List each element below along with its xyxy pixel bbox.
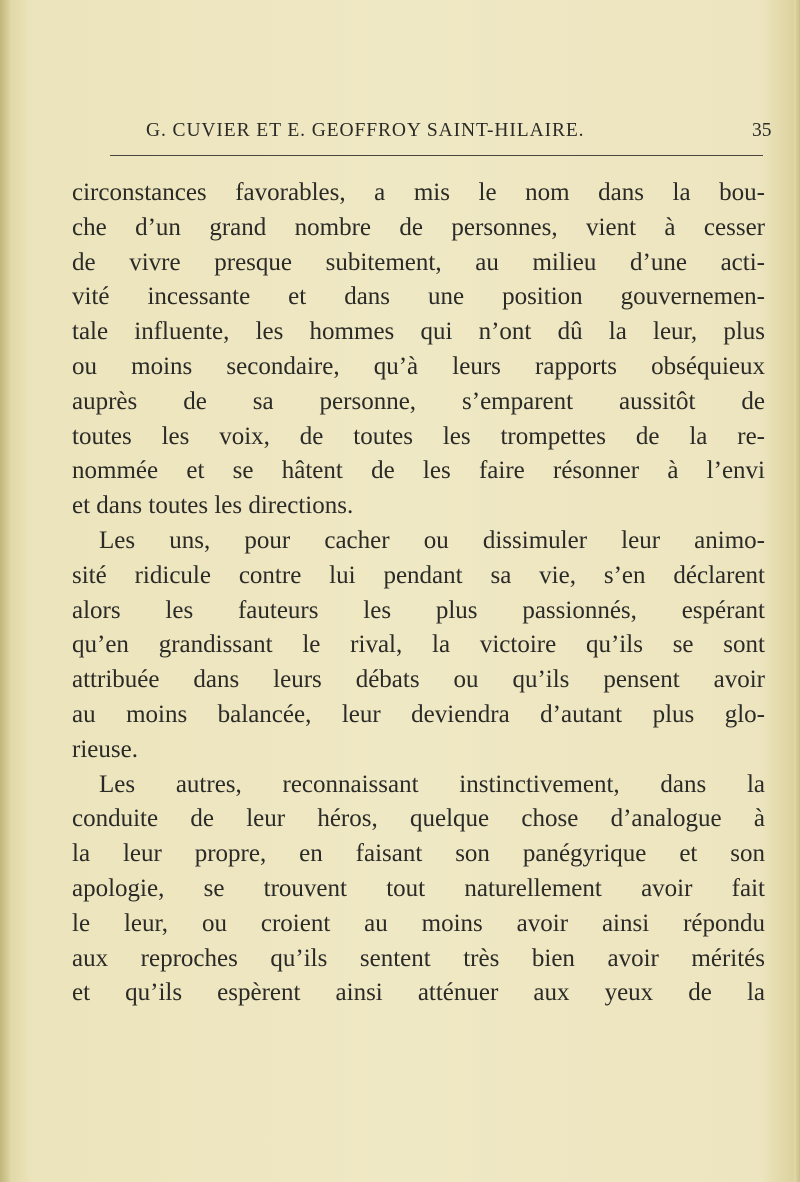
text-line: aux reproches qu’ils sentent très bien avoir mérités xyxy=(72,944,765,972)
text-line: de vivre presque subitement, au milieu d’une acti- xyxy=(72,248,765,276)
text-line: au moins balancée, leur deviendra d’autant plus glo- xyxy=(72,700,765,728)
text-line: circonstances favorables, a mis le nom dans la bou- xyxy=(72,179,765,206)
text-line: et qu’ils espèrent ainsi atténuer aux yeux de la xyxy=(72,979,765,1007)
text-line: vité incessante et dans une position gouvernemen- xyxy=(72,283,765,311)
paragraph-first-line: Les autres, reconnaissant instinctivement, dans la xyxy=(99,770,765,798)
text-line: auprès de sa personne, s’emparent aussitôt de xyxy=(72,387,765,415)
text-line: conduite de leur héros, quelque chose d’analogue à xyxy=(72,805,765,833)
header-rule xyxy=(110,155,763,156)
running-header: G. CUVIER ET E. GEOFFROY SAINT-HILAIRE. xyxy=(146,120,585,141)
text-line: ou moins secondaire, qu’à leurs rapports obséquieux xyxy=(72,352,765,380)
text-line: le leur, ou croient au moins avoir ainsi répondu xyxy=(72,909,765,937)
page-number: 35 xyxy=(752,120,772,141)
text-line: attribuée dans leurs débats ou qu’ils pensent avoir xyxy=(72,666,765,694)
page-binding-edge xyxy=(0,0,10,1182)
text-line: toutes les voix, de toutes les trompettes de la re- xyxy=(72,422,765,450)
page-outer-edge xyxy=(794,0,800,1182)
text-line: et dans toutes les directions. xyxy=(72,492,354,520)
text-line: alors les fauteurs les plus passionnés, espérant xyxy=(72,596,765,624)
text-line: la leur propre, en faisant son panégyrique et son xyxy=(72,840,765,868)
text-line: qu’en grandissant le rival, la victoire qu’ils se sont xyxy=(72,631,765,659)
text-line: apologie, se trouvent tout naturellement avoir fait xyxy=(72,874,765,902)
text-line: rieuse. xyxy=(72,735,138,763)
text-line: tale influente, les hommes qui n’ont dû la leur, plus xyxy=(72,318,765,346)
text-line: sité ridicule contre lui pendant sa vie, s’en déclarent xyxy=(72,561,765,589)
text-line: nommée et se hâtent de les faire résonner à l’envi xyxy=(72,457,765,485)
text-line: che d’un grand nombre de personnes, vient à cesser xyxy=(72,213,765,241)
body-text xyxy=(72,176,765,1011)
paragraph-first-line: Les uns, pour cacher ou dissimuler leur animo- xyxy=(99,526,765,554)
